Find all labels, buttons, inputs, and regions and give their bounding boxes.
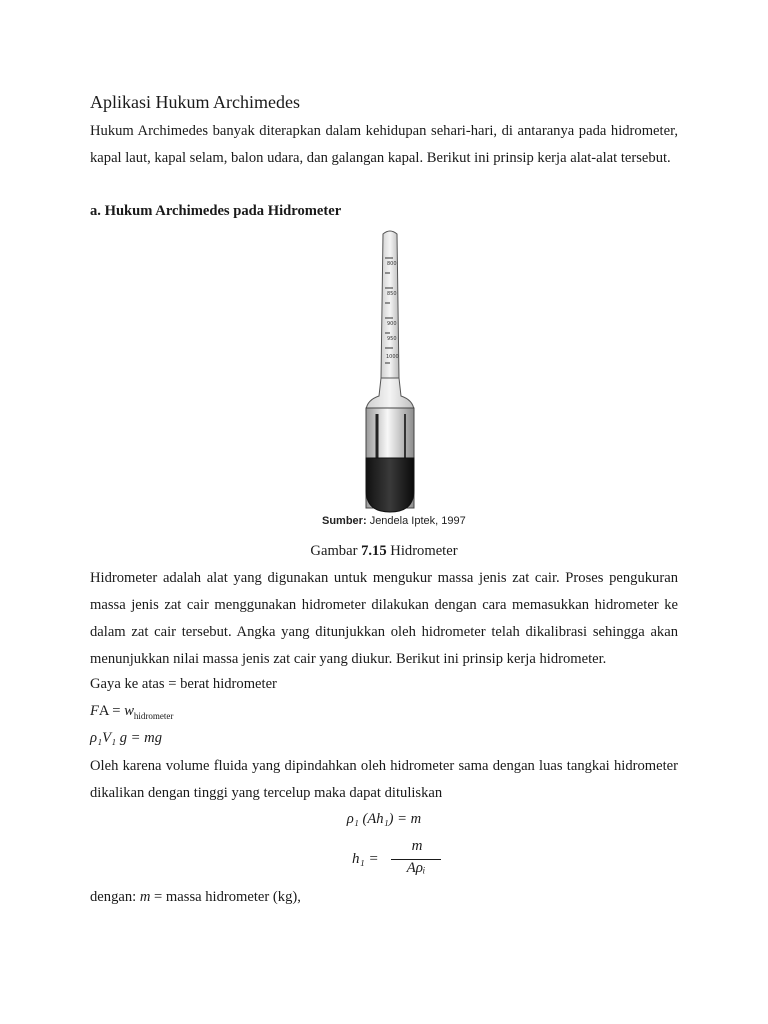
caption-number: 7.15 [361, 543, 387, 559]
hydrometer-illustration [315, 228, 465, 538]
eq2-sub: hidrometer [133, 710, 174, 721]
hydrometer-neck [366, 378, 414, 410]
scale-mark-950: 950 [387, 336, 397, 342]
scale-mark-900: 900 [387, 321, 397, 327]
equation-line-1: Gaya ke atas = berat hidrometer [90, 676, 277, 692]
eq2-mid: A = [98, 703, 125, 719]
subsection-title: a. Hukum Archimedes pada Hidrometer [90, 203, 342, 219]
intro-paragraph: Hukum Archimedes banyak diterapkan dalam kehidupan sehari-hari, di antaranya pada hidrometer, kapal laut, kapal selam, balon udara, dan galangan kapal. Berikut ini prinsip kerja alat-alat tersebut. [90, 123, 678, 166]
equation-line-3 [90, 730, 162, 747]
source-text: Jendela Iptek, 1997 [369, 515, 466, 527]
equation-line-2 [90, 703, 173, 721]
eq-center-text: ρ₁ (Ah₁) = m [346, 811, 422, 827]
scale-mark-800: 800 [387, 261, 397, 267]
definition-line [90, 889, 301, 906]
eq3-text: ρ₁V₁ g = mg [90, 730, 162, 746]
fraction-denominator: Aρᵢ [406, 860, 426, 876]
eq2-f: F [90, 703, 99, 719]
source-label: Sumber: [322, 515, 367, 527]
figure-source [322, 515, 466, 527]
equation-centered [90, 811, 678, 828]
hydrometer-lead-weight [366, 458, 414, 512]
definition-var: m [139, 889, 151, 905]
eq2-w: w [124, 703, 134, 719]
explanation-paragraph: Oleh karena volume fluida yang dipindahkan oleh hidrometer sama dengan luas tangkai hidrometer dikalikan dengan tinggi yang tercelup maka dapat dituliskan [90, 758, 678, 801]
body-paragraph: Hidrometer adalah alat yang digunakan untuk mengukur massa jenis zat cair. Proses pengukuran massa jenis zat cair menggunakan hidrometer dilakukan dengan cara memasukkan hidrometer ke dalam zat cair tersebut. Angka yang ditunjukkan oleh hidrometer telah dikalibrasi sehingga akan menunjukkan nilai massa jenis zat cair yang diukur. Berikut ini prinsip kerja hidrometer. [90, 570, 678, 667]
caption-text: Hidrometer [390, 543, 458, 559]
definition-prefix: dengan: [90, 889, 140, 905]
scale-mark-850: 850 [387, 291, 397, 297]
scale-mark-1000: 1000 [386, 354, 399, 360]
figure-caption [90, 543, 678, 560]
fraction-lhs: h₁ = [352, 851, 379, 867]
section-title: Aplikasi Hukum Archimedes [90, 92, 300, 112]
fraction-numerator: m [411, 838, 423, 854]
definition-text: = massa hidrometer (kg), [150, 889, 301, 905]
caption-prefix: Gambar [310, 543, 358, 559]
